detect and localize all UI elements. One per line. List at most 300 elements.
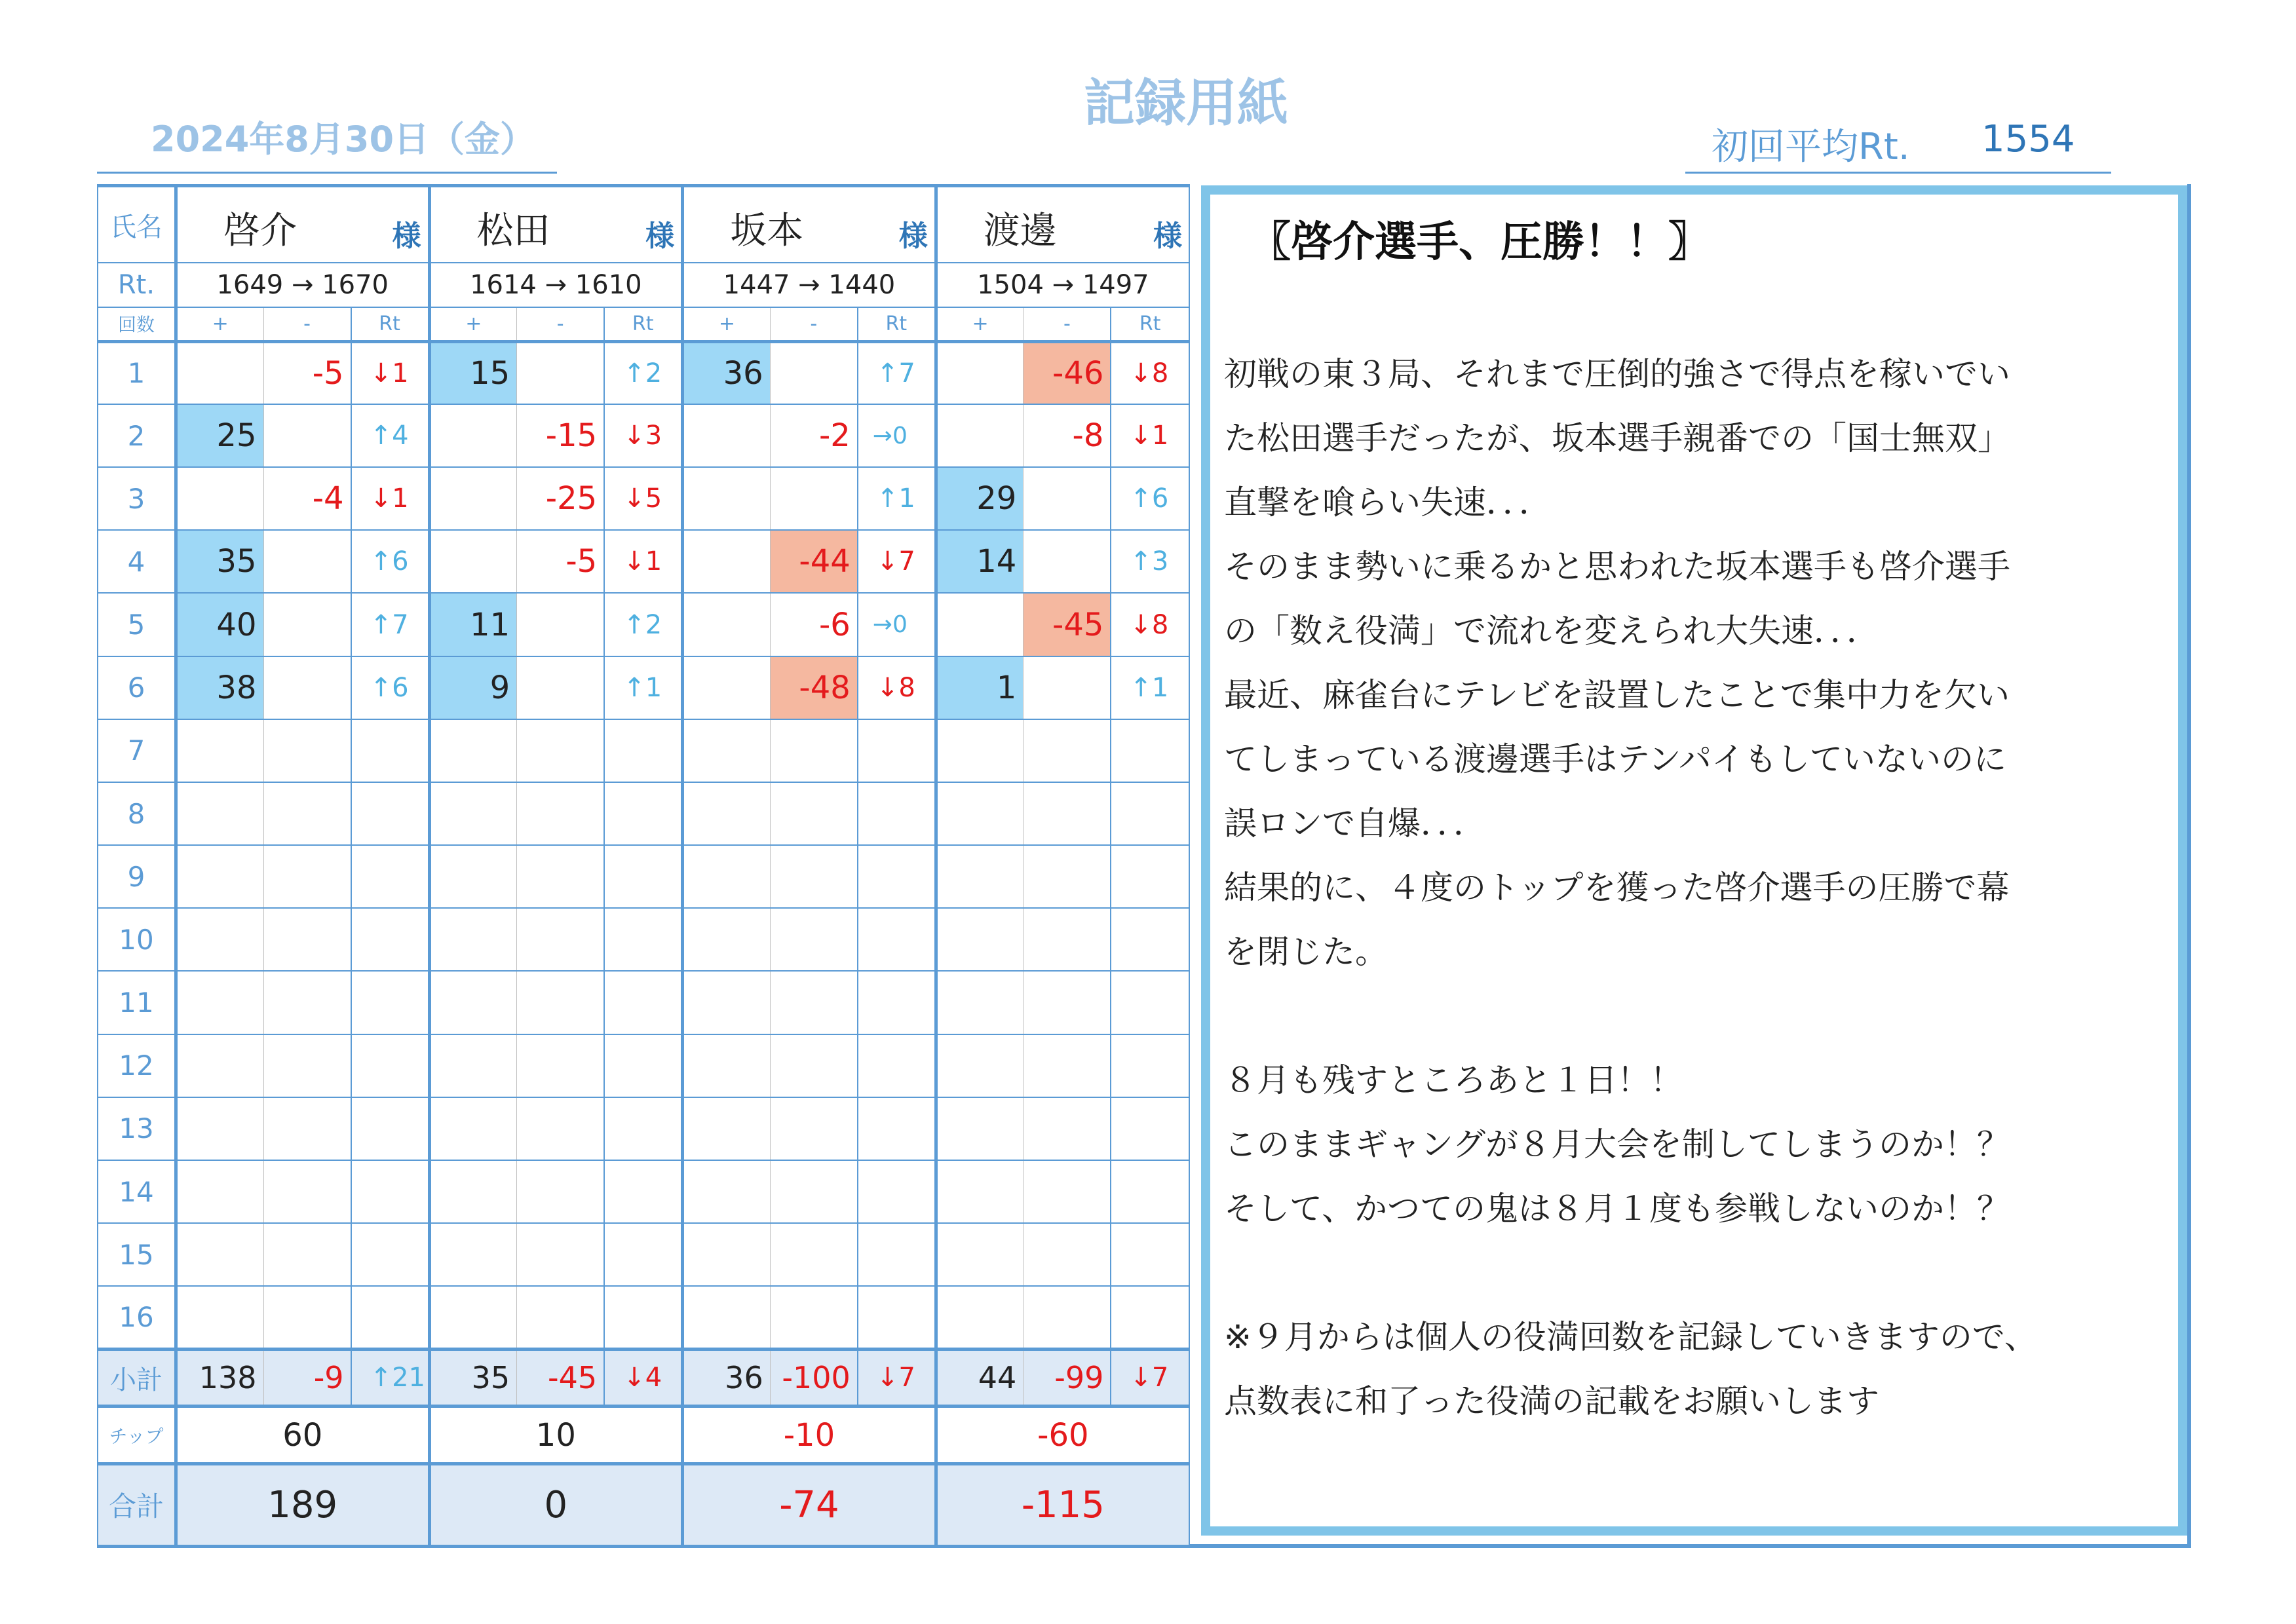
round-number: 8 xyxy=(98,782,176,845)
rating-change-cell: ↑3 xyxy=(1111,530,1189,593)
rating-header: Rt. xyxy=(98,263,176,307)
plus-score-cell[interactable] xyxy=(683,845,771,908)
rt-header: Rt xyxy=(351,307,429,342)
rating-change-cell xyxy=(858,1160,936,1223)
plus-score-cell[interactable]: 38 xyxy=(176,656,263,719)
honorific-label: 様 xyxy=(898,219,928,254)
rating-change-cell xyxy=(351,1286,429,1349)
report-line: 直撃を喰らい失速．．． xyxy=(1224,483,1552,521)
round-number: 4 xyxy=(98,530,176,593)
minus-score-cell[interactable] xyxy=(1024,467,1111,530)
plus-score-cell[interactable] xyxy=(429,971,517,1034)
rating-change-cell xyxy=(858,719,936,782)
rating-change-cell: ↓1 xyxy=(1111,404,1189,467)
minus-score-cell[interactable] xyxy=(770,908,858,971)
minus-score-cell[interactable] xyxy=(1024,530,1111,593)
rating-change-cell xyxy=(1111,1286,1189,1349)
plus-score-cell[interactable] xyxy=(936,971,1024,1034)
chip-row xyxy=(98,1407,1189,1463)
initial-avg-rating-label: 初回平均Rt. xyxy=(1712,126,1910,168)
report-line: ※９月からは個人の役満回数を記録していきますので、 xyxy=(1224,1318,2037,1356)
plus-score-cell[interactable] xyxy=(429,719,517,782)
rating-change-cell xyxy=(858,1286,936,1349)
plus-score-cell[interactable] xyxy=(176,467,263,530)
plus-score-cell[interactable] xyxy=(176,1097,263,1160)
plus-score-cell[interactable] xyxy=(683,404,771,467)
minus-score-cell[interactable]: -48 xyxy=(770,656,858,719)
round-number: 12 xyxy=(98,1034,176,1097)
rating-change-cell xyxy=(858,1097,936,1160)
minus-score-cell[interactable] xyxy=(770,467,858,530)
rating-change-cell xyxy=(604,1097,682,1160)
minus-score-cell[interactable]: -15 xyxy=(517,404,605,467)
round-number: 7 xyxy=(98,719,176,782)
rating-change-cell xyxy=(604,719,682,782)
minus-score-cell[interactable] xyxy=(517,1223,605,1286)
rating-change-cell xyxy=(604,782,682,845)
minus-score-cell[interactable] xyxy=(263,1034,351,1097)
plus-score-cell[interactable] xyxy=(936,1097,1024,1160)
minus-score-cell[interactable] xyxy=(770,1034,858,1097)
minus-score-cell[interactable]: -46 xyxy=(1024,341,1111,404)
plus-score-cell[interactable] xyxy=(429,1286,517,1349)
minus-score-cell[interactable]: -6 xyxy=(770,593,858,656)
minus-score-cell[interactable] xyxy=(770,1223,858,1286)
rating-change-cell xyxy=(858,845,936,908)
plus-score-cell[interactable] xyxy=(936,1160,1024,1223)
plus-score-cell[interactable] xyxy=(683,719,771,782)
minus-score-cell[interactable] xyxy=(263,1223,351,1286)
total-value: -74 xyxy=(683,1463,936,1546)
minus-score-cell[interactable] xyxy=(1024,656,1111,719)
plus-score-cell[interactable] xyxy=(176,845,263,908)
minus-score-cell[interactable] xyxy=(770,719,858,782)
minus-score-cell[interactable] xyxy=(770,782,858,845)
chip-value: 60 xyxy=(176,1407,429,1463)
plus-score-cell[interactable] xyxy=(683,782,771,845)
minus-score-cell[interactable] xyxy=(517,971,605,1034)
chip-value: 10 xyxy=(429,1407,683,1463)
player-name: 坂本 xyxy=(730,210,804,252)
subtotal-minus: -45 xyxy=(517,1350,605,1407)
rating-change-cell xyxy=(1111,971,1189,1034)
rating-row xyxy=(98,263,1189,307)
minus-score-cell[interactable] xyxy=(517,1286,605,1349)
minus-score-cell[interactable] xyxy=(1024,1034,1111,1097)
round-number: 11 xyxy=(98,971,176,1034)
name-row xyxy=(98,186,1189,263)
minus-score-cell[interactable] xyxy=(263,845,351,908)
plus-score-cell[interactable] xyxy=(936,782,1024,845)
plus-score-cell[interactable] xyxy=(429,1223,517,1286)
minus-score-cell[interactable] xyxy=(1024,782,1111,845)
report-body xyxy=(1224,342,2187,1433)
round-row xyxy=(98,1160,1189,1223)
player-rating: 1447 → 1440 xyxy=(683,263,936,307)
report-line xyxy=(1224,1241,2187,1305)
plus-score-cell[interactable] xyxy=(936,404,1024,467)
report-title: 〖啓介選手、圧勝！！〗 xyxy=(1249,218,1710,267)
round-row xyxy=(98,593,1189,656)
subtotal-plus: 36 xyxy=(683,1350,771,1407)
minus-score-cell[interactable]: -2 xyxy=(770,404,858,467)
plus-score-cell[interactable] xyxy=(683,908,771,971)
plus-score-cell[interactable] xyxy=(936,908,1024,971)
rounds-header: 回数 xyxy=(98,307,176,342)
subtotal-plus: 35 xyxy=(429,1350,517,1407)
plus-score-cell[interactable]: 25 xyxy=(176,404,263,467)
rating-change-cell: ↑7 xyxy=(351,593,429,656)
minus-score-cell[interactable] xyxy=(263,1286,351,1349)
minus-score-cell[interactable] xyxy=(1024,1160,1111,1223)
plus-score-cell[interactable]: 11 xyxy=(429,593,517,656)
player-name-cell xyxy=(176,186,429,263)
round-row xyxy=(98,404,1189,467)
plus-score-cell[interactable] xyxy=(429,467,517,530)
rating-change-cell xyxy=(858,1034,936,1097)
rating-change-cell: →0 xyxy=(858,593,936,656)
plus-score-cell[interactable] xyxy=(683,1034,771,1097)
rating-change-cell: ↑2 xyxy=(604,341,682,404)
report-line: 初戦の東３局、それまで圧倒的強さで得点を稼いでい xyxy=(1224,355,2010,393)
minus-score-cell[interactable] xyxy=(263,971,351,1034)
rating-change-cell xyxy=(1111,782,1189,845)
chip-value: -60 xyxy=(936,1407,1189,1463)
minus-score-cell[interactable] xyxy=(263,1097,351,1160)
subtotal-minus: -99 xyxy=(1024,1350,1111,1407)
subtotal-label: 小計 xyxy=(98,1350,176,1407)
minus-score-cell[interactable] xyxy=(1024,908,1111,971)
initial-avg-rating-value: 1554 xyxy=(1981,118,2075,161)
subtotal-rating-change: ↑21 xyxy=(351,1350,429,1407)
rating-change-cell: ↓3 xyxy=(604,404,682,467)
plus-score-cell[interactable] xyxy=(429,1097,517,1160)
player-rating: 1504 → 1497 xyxy=(936,263,1189,307)
plus-score-cell[interactable] xyxy=(683,530,771,593)
round-number: 14 xyxy=(98,1160,176,1223)
sheet-bottom-border xyxy=(1190,1544,2191,1548)
rating-change-cell: ↑6 xyxy=(351,530,429,593)
minus-score-cell[interactable] xyxy=(1024,1223,1111,1286)
plus-score-cell[interactable] xyxy=(683,1223,771,1286)
minus-score-cell[interactable] xyxy=(517,1034,605,1097)
plus-score-cell[interactable]: 35 xyxy=(176,530,263,593)
plus-score-cell[interactable] xyxy=(936,341,1024,404)
round-row xyxy=(98,845,1189,908)
minus-score-cell[interactable] xyxy=(1024,1286,1111,1349)
minus-score-cell[interactable] xyxy=(770,1097,858,1160)
plus-score-cell[interactable] xyxy=(683,467,771,530)
total-row xyxy=(98,1463,1189,1546)
minus-score-cell[interactable] xyxy=(263,593,351,656)
minus-score-cell[interactable] xyxy=(1024,1097,1111,1160)
plus-header: + xyxy=(429,307,517,342)
rating-change-cell xyxy=(604,971,682,1034)
plus-header: + xyxy=(176,307,263,342)
report-line: の「数え役満」で流れを変えられ大失速．．． xyxy=(1224,612,1879,650)
honorific-label: 様 xyxy=(392,219,421,254)
minus-score-cell[interactable] xyxy=(517,782,605,845)
round-row xyxy=(98,467,1189,530)
minus-score-cell[interactable] xyxy=(770,971,858,1034)
rating-change-cell: ↓1 xyxy=(604,530,682,593)
round-row xyxy=(98,656,1189,719)
minus-score-cell[interactable]: -5 xyxy=(263,341,351,404)
rating-change-cell xyxy=(1111,1097,1189,1160)
date-underline xyxy=(97,172,557,174)
plus-score-cell[interactable] xyxy=(176,1286,263,1349)
plus-score-cell[interactable] xyxy=(429,1034,517,1097)
rating-change-cell xyxy=(1111,845,1189,908)
round-number: 9 xyxy=(98,845,176,908)
subtotal-plus: 44 xyxy=(936,1350,1024,1407)
total-value: 189 xyxy=(176,1463,429,1546)
player-name-cell xyxy=(936,186,1189,263)
rating-change-cell: ↑6 xyxy=(351,656,429,719)
plus-score-cell[interactable] xyxy=(429,782,517,845)
minus-score-cell[interactable] xyxy=(517,845,605,908)
rating-change-cell xyxy=(351,1160,429,1223)
subtotal-minus: -100 xyxy=(770,1350,858,1407)
rating-change-cell: ↓1 xyxy=(351,467,429,530)
minus-score-cell[interactable] xyxy=(263,404,351,467)
rating-change-cell: ↑1 xyxy=(858,467,936,530)
round-row xyxy=(98,908,1189,971)
plus-score-cell[interactable] xyxy=(429,1160,517,1223)
rating-change-cell xyxy=(858,1223,936,1286)
plus-score-cell[interactable]: 36 xyxy=(683,341,771,404)
plus-score-cell[interactable] xyxy=(176,971,263,1034)
minus-score-cell[interactable] xyxy=(1024,971,1111,1034)
plus-score-cell[interactable] xyxy=(936,593,1024,656)
rating-change-cell xyxy=(604,908,682,971)
minus-score-cell[interactable] xyxy=(263,782,351,845)
round-row xyxy=(98,341,1189,404)
minus-score-cell[interactable] xyxy=(517,1160,605,1223)
plus-score-cell[interactable]: 40 xyxy=(176,593,263,656)
round-number: 3 xyxy=(98,467,176,530)
plus-score-cell[interactable] xyxy=(176,341,263,404)
rating-change-cell: ↓8 xyxy=(1111,593,1189,656)
score-sheet-table xyxy=(97,184,1190,1548)
round-number: 5 xyxy=(98,593,176,656)
round-row xyxy=(98,782,1189,845)
minus-score-cell[interactable]: -25 xyxy=(517,467,605,530)
plus-score-cell[interactable] xyxy=(176,782,263,845)
rating-change-cell xyxy=(351,845,429,908)
round-row xyxy=(98,719,1189,782)
rating-change-cell: ↓8 xyxy=(858,656,936,719)
report-line: 誤ロンで自爆．．． xyxy=(1224,804,1486,842)
plus-score-cell[interactable] xyxy=(936,1034,1024,1097)
player-name-cell xyxy=(429,186,683,263)
plus-score-cell[interactable] xyxy=(429,845,517,908)
minus-score-cell[interactable] xyxy=(770,341,858,404)
plus-score-cell[interactable] xyxy=(683,1160,771,1223)
report-line: た松田選手だったが、坂本選手親番での「国士無双」 xyxy=(1224,419,2010,457)
rating-change-cell xyxy=(858,782,936,845)
report-line: 結果的に、４度のトップを獲った啓介選手の圧勝で幕 xyxy=(1224,869,2010,907)
name-header: 氏名 xyxy=(98,186,176,263)
plus-score-cell[interactable]: 14 xyxy=(936,530,1024,593)
minus-score-cell[interactable] xyxy=(517,341,605,404)
rt-header: Rt xyxy=(1111,307,1189,342)
round-number: 16 xyxy=(98,1286,176,1349)
round-row xyxy=(98,1286,1189,1349)
minus-score-cell[interactable] xyxy=(263,656,351,719)
plus-score-cell[interactable] xyxy=(429,530,517,593)
round-number: 10 xyxy=(98,908,176,971)
rating-change-cell xyxy=(604,1034,682,1097)
total-label: 合計 xyxy=(98,1463,176,1546)
minus-score-cell[interactable] xyxy=(517,1097,605,1160)
minus-score-cell[interactable]: -8 xyxy=(1024,404,1111,467)
minus-score-cell[interactable] xyxy=(263,908,351,971)
rating-change-cell xyxy=(351,1223,429,1286)
minus-score-cell[interactable] xyxy=(770,845,858,908)
plus-score-cell[interactable] xyxy=(936,1223,1024,1286)
report-line: 点数表に和了った役満の記載をお願いします xyxy=(1224,1382,1879,1420)
round-row xyxy=(98,1097,1189,1160)
rating-change-cell xyxy=(351,908,429,971)
rating-change-cell xyxy=(858,971,936,1034)
minus-score-cell[interactable] xyxy=(1024,845,1111,908)
rating-change-cell: ↑1 xyxy=(1111,656,1189,719)
plus-score-cell[interactable] xyxy=(936,719,1024,782)
plus-score-cell[interactable] xyxy=(176,1034,263,1097)
total-value: 0 xyxy=(429,1463,683,1546)
plus-score-cell[interactable] xyxy=(683,1286,771,1349)
rating-change-cell xyxy=(351,782,429,845)
rating-change-cell xyxy=(858,908,936,971)
plus-score-cell[interactable] xyxy=(176,908,263,971)
plus-score-cell[interactable] xyxy=(936,845,1024,908)
rating-change-cell xyxy=(351,719,429,782)
minus-header: - xyxy=(263,307,351,342)
plus-score-cell[interactable] xyxy=(429,908,517,971)
minus-score-cell[interactable] xyxy=(517,656,605,719)
round-number: 13 xyxy=(98,1097,176,1160)
plus-score-cell[interactable] xyxy=(176,1160,263,1223)
rating-change-cell xyxy=(1111,908,1189,971)
honorific-label: 様 xyxy=(1153,219,1182,254)
rating-change-cell xyxy=(604,845,682,908)
minus-score-cell[interactable] xyxy=(517,719,605,782)
rating-change-cell: ↑4 xyxy=(351,404,429,467)
minus-score-cell[interactable] xyxy=(770,1160,858,1223)
plus-score-cell[interactable] xyxy=(683,971,771,1034)
subtotal-minus: -9 xyxy=(263,1350,351,1407)
plus-score-cell[interactable] xyxy=(683,1097,771,1160)
player-rating: 1649 → 1670 xyxy=(176,263,429,307)
column-header-row xyxy=(98,307,1189,342)
report-line xyxy=(1224,984,2187,1048)
round-row xyxy=(98,1034,1189,1097)
player-name-cell xyxy=(683,186,936,263)
rating-change-cell xyxy=(1111,719,1189,782)
sheet-right-border xyxy=(2187,184,2191,1548)
subtotal-plus: 138 xyxy=(176,1350,263,1407)
minus-score-cell[interactable] xyxy=(263,530,351,593)
minus-score-cell[interactable]: -44 xyxy=(770,530,858,593)
subtotal-rating-change: ↓7 xyxy=(1111,1350,1189,1407)
plus-score-cell[interactable]: 9 xyxy=(429,656,517,719)
rating-change-cell xyxy=(1111,1160,1189,1223)
minus-score-cell[interactable]: -45 xyxy=(1024,593,1111,656)
round-row xyxy=(98,971,1189,1034)
round-row xyxy=(98,1223,1189,1286)
rating-change-cell xyxy=(351,1097,429,1160)
rating-change-cell xyxy=(604,1286,682,1349)
rating-change-cell xyxy=(1111,1034,1189,1097)
minus-header: - xyxy=(770,307,858,342)
subtotal-rating-change: ↓7 xyxy=(858,1350,936,1407)
minus-score-cell[interactable] xyxy=(770,1286,858,1349)
rating-change-cell xyxy=(351,971,429,1034)
rating-change-cell: ↑2 xyxy=(604,593,682,656)
date-label: 2024年8月30日（金） xyxy=(151,119,536,160)
rating-change-cell xyxy=(604,1223,682,1286)
report-line: てしまっている渡邊選手はテンパイもしていないのに xyxy=(1224,740,2006,778)
rating-change-cell: ↓7 xyxy=(858,530,936,593)
plus-score-cell[interactable]: 1 xyxy=(936,656,1024,719)
rating-change-cell: ↑7 xyxy=(858,341,936,404)
minus-score-cell[interactable] xyxy=(1024,719,1111,782)
rating-change-cell: ↓5 xyxy=(604,467,682,530)
plus-score-cell[interactable] xyxy=(683,656,771,719)
round-number: 1 xyxy=(98,341,176,404)
minus-score-cell[interactable] xyxy=(517,908,605,971)
rating-change-cell: ↑1 xyxy=(604,656,682,719)
rt-header: Rt xyxy=(858,307,936,342)
minus-score-cell[interactable] xyxy=(263,719,351,782)
plus-score-cell[interactable] xyxy=(176,1223,263,1286)
round-number: 15 xyxy=(98,1223,176,1286)
chip-value: -10 xyxy=(683,1407,936,1463)
minus-header: - xyxy=(517,307,605,342)
minus-score-cell[interactable] xyxy=(263,1160,351,1223)
plus-header: + xyxy=(683,307,771,342)
minus-score-cell[interactable] xyxy=(517,593,605,656)
minus-header: - xyxy=(1024,307,1111,342)
rating-underline xyxy=(1685,172,2111,174)
rt-header: Rt xyxy=(604,307,682,342)
rating-change-cell: ↑6 xyxy=(1111,467,1189,530)
plus-header: + xyxy=(936,307,1024,342)
report-line: を閉じた。 xyxy=(1224,933,1388,971)
subtotal-rating-change: ↓4 xyxy=(604,1350,682,1407)
minus-score-cell[interactable]: -4 xyxy=(263,467,351,530)
minus-score-cell[interactable]: -5 xyxy=(517,530,605,593)
report-line: そして、かつての鬼は８月１度も参戦しないのか！？ xyxy=(1224,1190,2010,1228)
round-number: 6 xyxy=(98,656,176,719)
player-name: 渡邊 xyxy=(983,210,1057,252)
rating-change-cell: ↓1 xyxy=(351,341,429,404)
player-name: 松田 xyxy=(476,210,550,252)
report-line: そのまま勢いに乗るかと思われた坂本選手も啓介選手 xyxy=(1224,548,2010,586)
plus-score-cell[interactable]: 15 xyxy=(429,341,517,404)
rating-change-cell: ↓8 xyxy=(1111,341,1189,404)
plus-score-cell[interactable] xyxy=(936,1286,1024,1349)
chip-label: チップ xyxy=(98,1407,176,1463)
rating-change-cell xyxy=(351,1034,429,1097)
plus-score-cell[interactable] xyxy=(683,593,771,656)
honorific-label: 様 xyxy=(645,219,675,254)
plus-score-cell[interactable] xyxy=(429,404,517,467)
plus-score-cell[interactable]: 29 xyxy=(936,467,1024,530)
plus-score-cell[interactable] xyxy=(176,719,263,782)
rating-change-cell xyxy=(604,1160,682,1223)
